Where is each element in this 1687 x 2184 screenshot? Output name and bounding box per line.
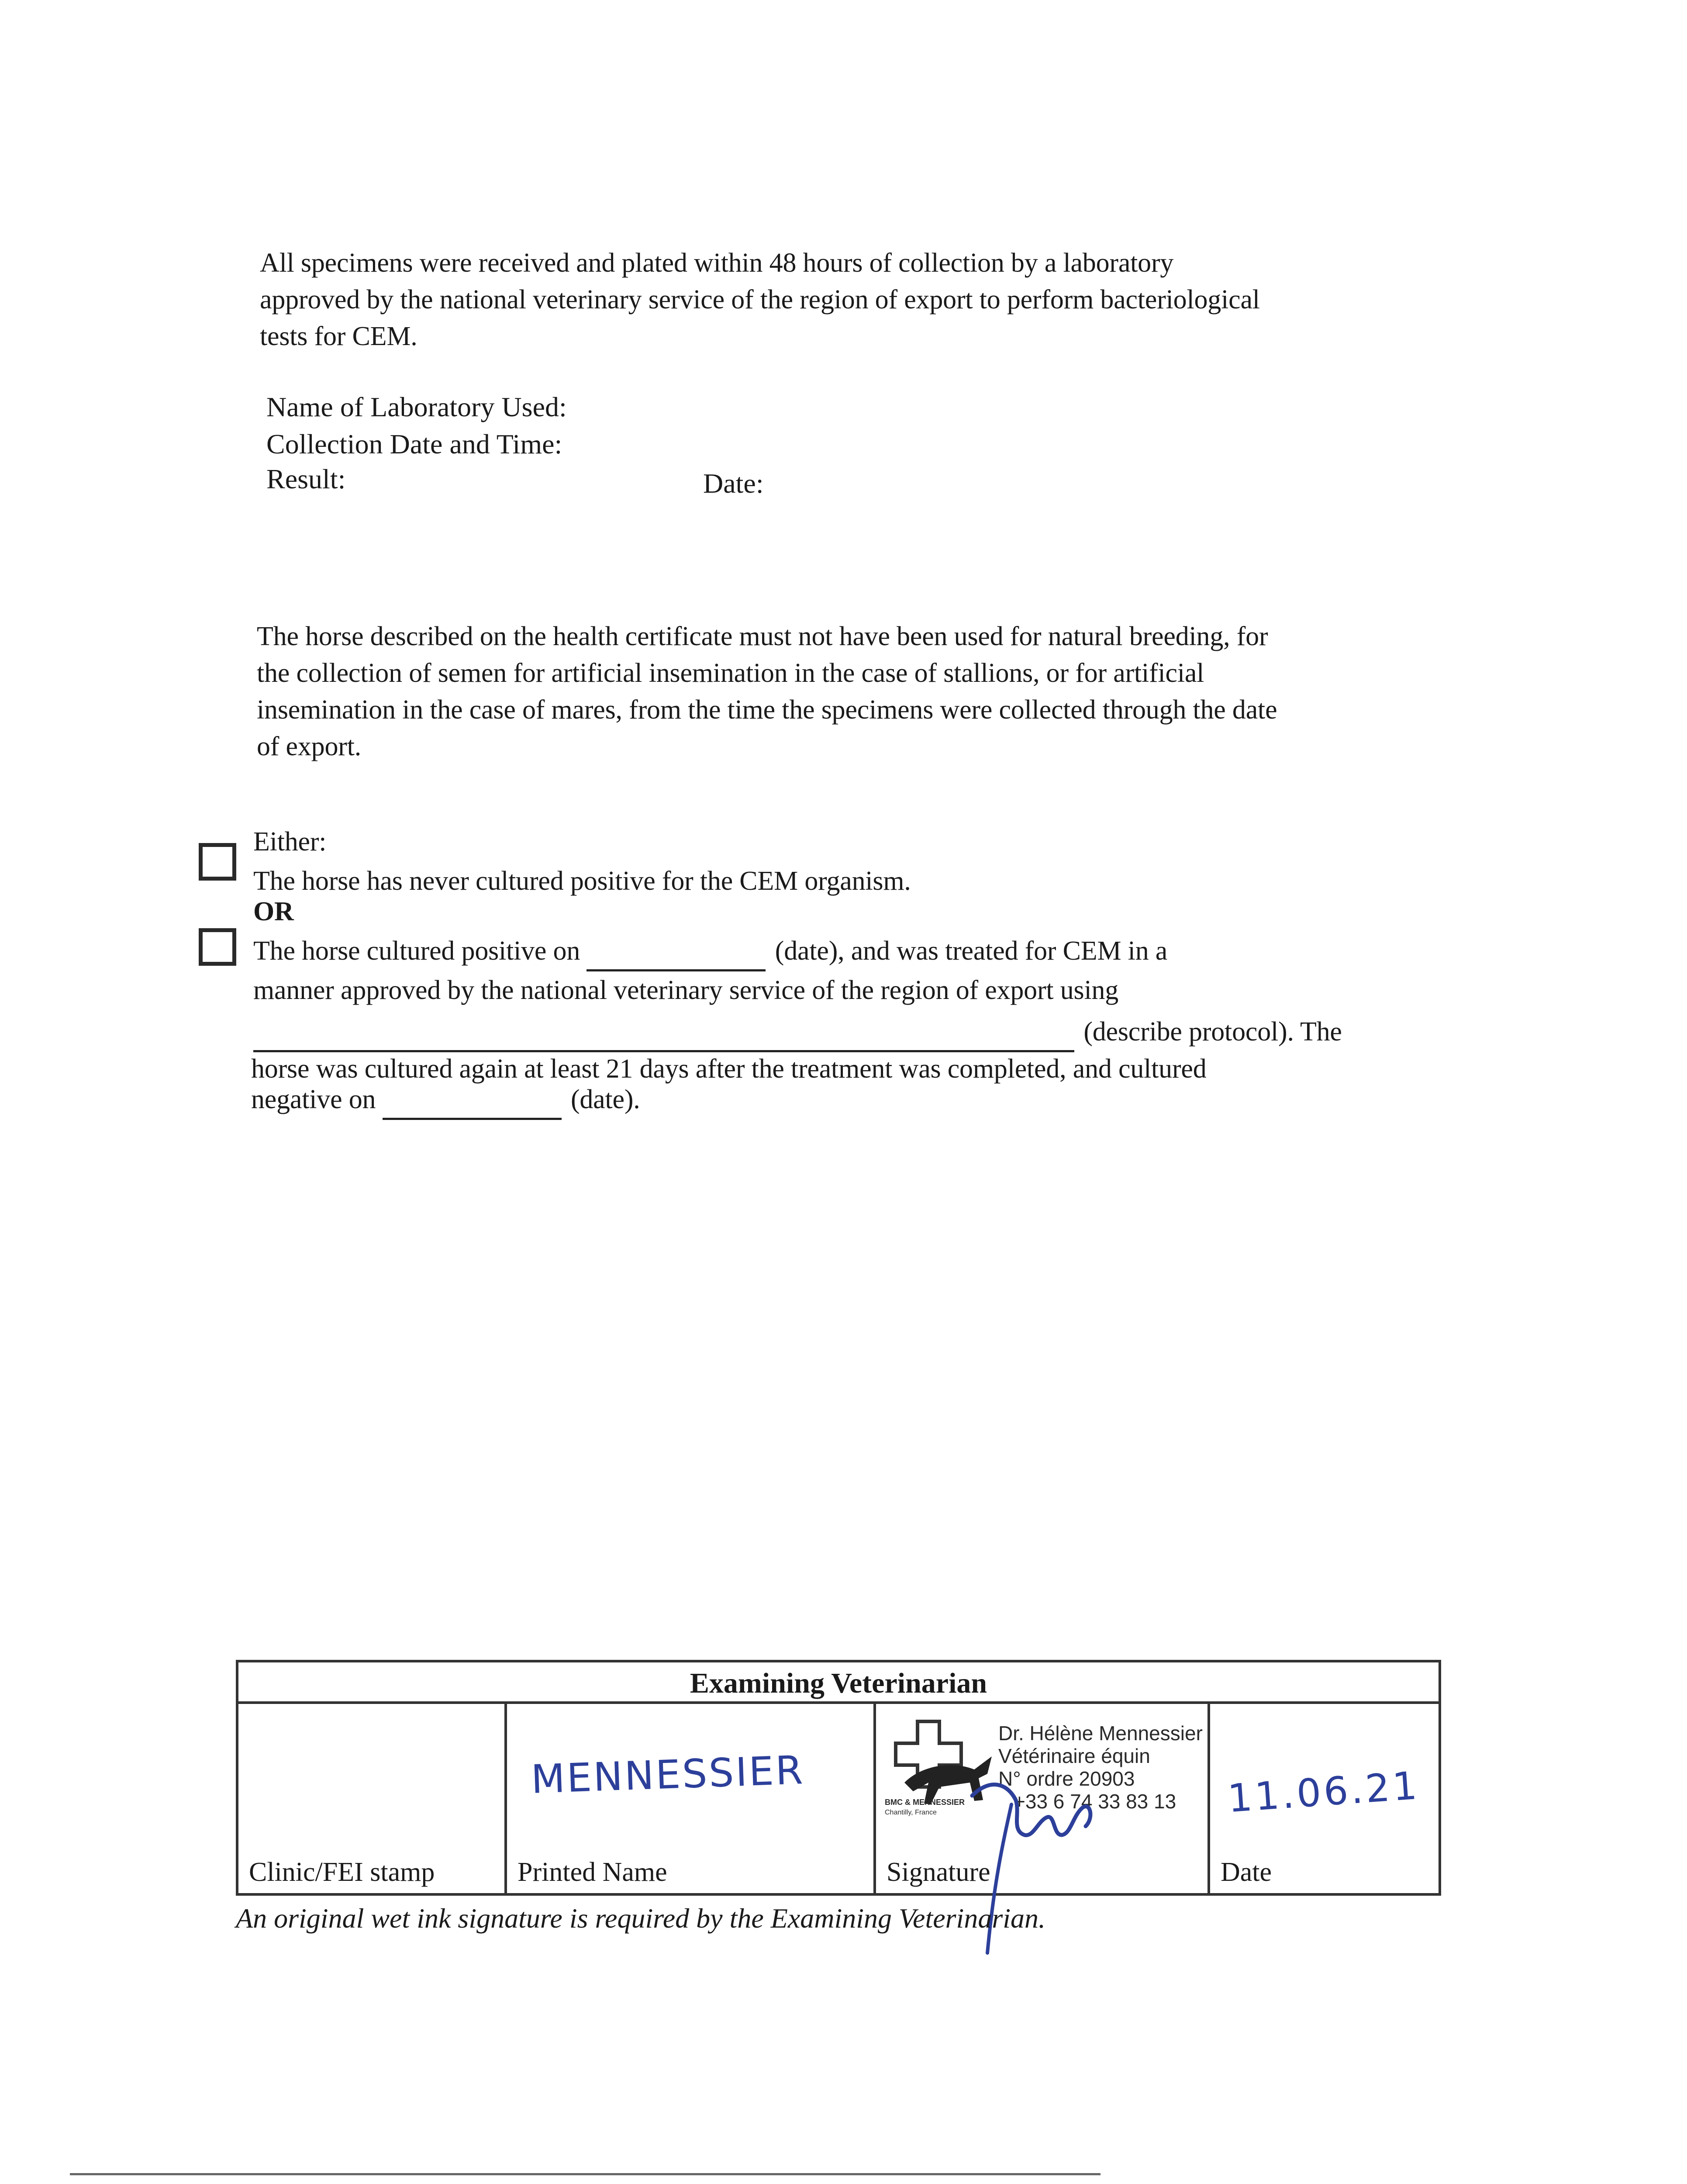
or-label: OR xyxy=(253,897,294,926)
vet-table-title-row xyxy=(238,1662,1439,1704)
wet-ink-note: An original wet ink signature is required by the Examining Veterinarian. xyxy=(236,1903,1045,1934)
signature-label: Signature xyxy=(887,1857,990,1887)
handwritten-name: MENNESSIER xyxy=(530,1747,805,1803)
positive-date-blank[interactable] xyxy=(586,933,766,971)
option2-line-2: manner approved by the national veterinary service of the region of export using xyxy=(253,975,1119,1005)
printed-name-cell[interactable] xyxy=(507,1704,876,1893)
stamp-clinic: BMC & MENNESSIER xyxy=(885,1798,965,1807)
printed-name-label: Printed Name xyxy=(517,1857,667,1887)
option1-checkbox[interactable] xyxy=(199,843,236,881)
intro-line-2: approved by the national veterinary service of the region of export to perform bacteriological xyxy=(260,285,1260,314)
option2-line-3 xyxy=(253,1013,1342,1052)
signature-cell[interactable] xyxy=(876,1704,1210,1893)
intro-paragraph xyxy=(260,245,1439,355)
option2-line-5-a: negative on xyxy=(251,1085,376,1114)
handwritten-date: 11.06.21 xyxy=(1226,1762,1421,1821)
option2-line-1 xyxy=(253,933,1167,971)
intro-line-3: tests for CEM. xyxy=(260,321,417,351)
option2-checkbox[interactable] xyxy=(199,928,236,966)
stamp-line-1: Dr. Hélène Mennessier xyxy=(998,1722,1203,1745)
stamp-line-3: N° ordre 20903 xyxy=(998,1767,1135,1790)
breeding-statement xyxy=(257,618,1453,765)
option1-text: The horse has never cultured positive for the CEM organism. xyxy=(253,866,911,896)
either-label: Either: xyxy=(253,827,327,857)
option2-line-1-a: The horse cultured positive on xyxy=(253,936,580,966)
collection-date-label: Collection Date and Time: xyxy=(266,429,562,460)
result-label: Result: xyxy=(266,463,346,494)
stamp-cell[interactable] xyxy=(238,1704,507,1893)
negative-date-blank[interactable] xyxy=(383,1081,562,1120)
result-date-label: Date: xyxy=(703,468,764,499)
protocol-blank[interactable] xyxy=(253,1013,1074,1052)
stamp-clinic-city: Chantilly, France xyxy=(885,1809,937,1816)
option2-line-5-b: (date). xyxy=(570,1085,640,1114)
intro-line-1: All specimens were received and plated within 48 hours of collection by a laboratory xyxy=(260,248,1174,278)
breeding-line-3: insemination in the case of mares, from the time the specimens were collected through the date xyxy=(257,695,1277,725)
option2-line-4: horse was cultured again at least 21 days after the treatment was completed, and cultured xyxy=(251,1054,1207,1084)
stamp-line-2: Vétérinaire équin xyxy=(998,1745,1150,1767)
breeding-line-4: of export. xyxy=(257,732,362,761)
stamp-line-4: +33 6 74 33 83 13 xyxy=(1014,1790,1176,1813)
breeding-line-1: The horse described on the health certificate must not have been used for natural breeding, for xyxy=(257,622,1268,651)
lab-name-label: Name of Laboratory Used: xyxy=(266,391,567,422)
option2-line-1-b: (date), and was treated for CEM in a xyxy=(775,936,1168,966)
breeding-line-2: the collection of semen for artificial insemination in the case of stallions, or for artificial xyxy=(257,658,1204,688)
bottom-divider xyxy=(70,2173,1101,2175)
option2-line-3-text: (describe protocol). The xyxy=(1083,1017,1342,1047)
date-label: Date xyxy=(1221,1857,1272,1887)
date-cell[interactable] xyxy=(1210,1704,1439,1893)
vet-table-title: Examining Veterinarian xyxy=(690,1667,987,1699)
stamp-label: Clinic/FEI stamp xyxy=(249,1857,435,1887)
option2-line-5 xyxy=(251,1081,640,1120)
vet-table xyxy=(236,1660,1441,1896)
